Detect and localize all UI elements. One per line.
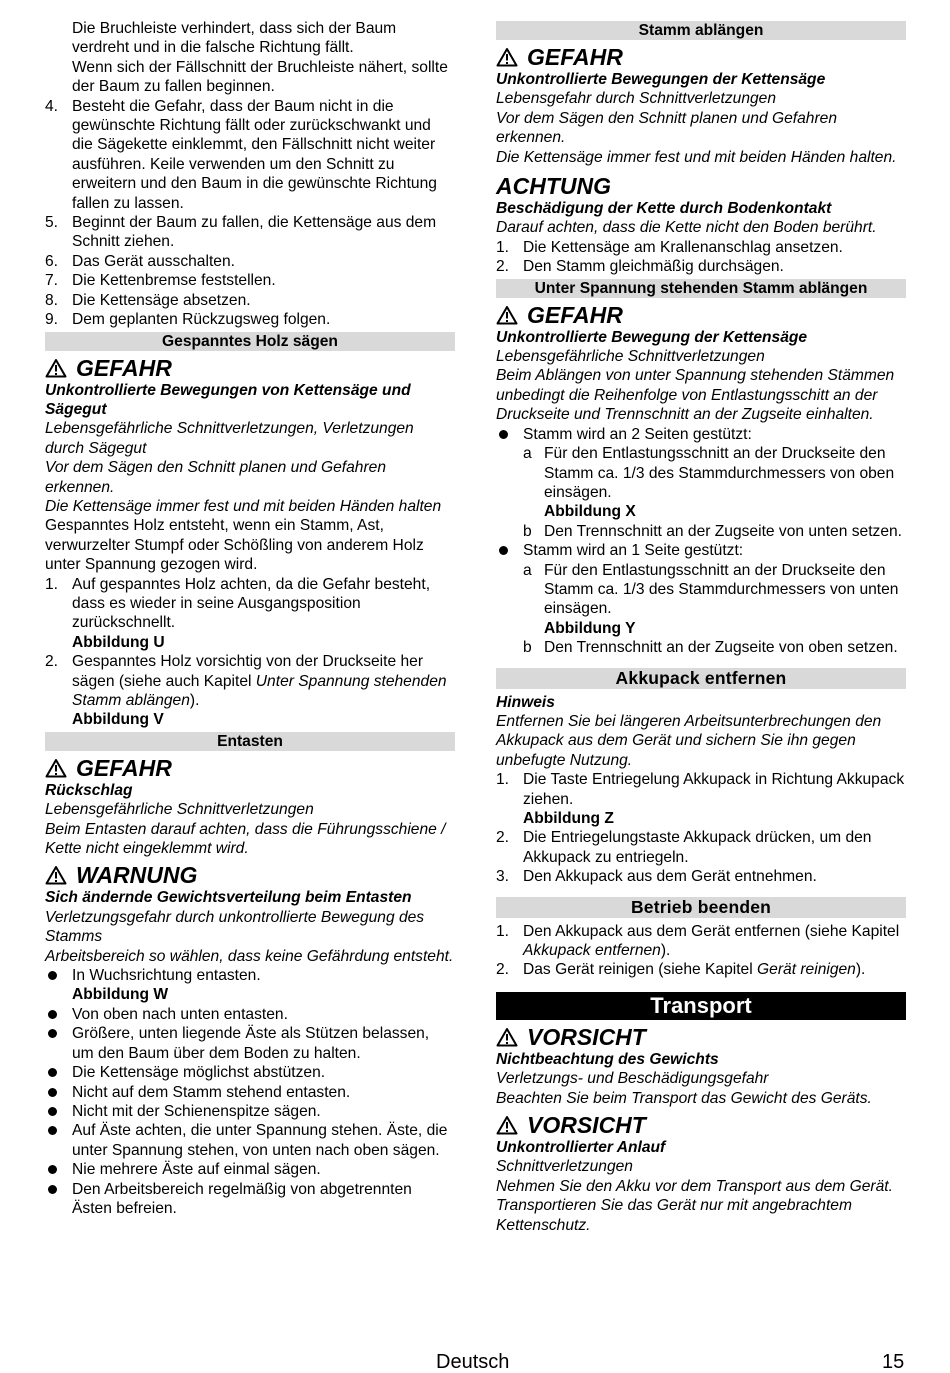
signal-word-warnung: WARNUNG xyxy=(45,862,455,888)
hazard-line: Verletzungs- und Beschädigungsgefahr xyxy=(496,1070,769,1088)
hazard-title: Unkontrollierte Bewegung der Kettensäge xyxy=(496,328,808,346)
figure-reference: Abbildung V xyxy=(72,711,164,729)
chapter-header-transport: Transport xyxy=(496,992,906,1020)
bullet-item: In Wuchsrichtung entasten. xyxy=(45,966,455,985)
warning-triangle-icon xyxy=(496,47,518,67)
hazard-line: Lebensgefährliche Schnittverletzungen xyxy=(496,348,765,366)
section-header-stamm-ablaengen: Stamm ablängen xyxy=(496,21,906,40)
section-header-entasten: Entasten xyxy=(45,732,455,751)
signal-word-gefahr: GEFAHR xyxy=(496,302,906,328)
hazard-line: Arbeitsbereich so wählen, dass keine Gefährdung entsteht. xyxy=(45,947,454,965)
chapter-reference: Unter Spannung stehenden Stamm ablängen xyxy=(72,672,447,709)
hazard-line: Beim Ablängen von unter Spannung stehenden Stämmen unbedingt die Reihenfolge von Entlastungsschitt an der Druckseite und Trennschnitt an der Zugseite einhalten. xyxy=(496,367,895,424)
signal-word-vorsicht: VORSICHT xyxy=(496,1024,906,1050)
hazard-title: Unkontrollierte Bewegungen von Kettensäge und Sägegut xyxy=(45,381,411,418)
hinweis-text: Entfernen Sie bei längeren Arbeitsunterbrechungen den Akkupack aus dem Gerät und sichern Sie ihn gegen unbefugte Nutzung. xyxy=(496,712,882,769)
hazard-line: Nehmen Sie den Akku vor dem Transport aus dem Gerät. xyxy=(496,1177,893,1195)
list-item: 2. Das Gerät reinigen (siehe Kapitel Gerät reinigen). xyxy=(496,961,866,979)
signal-word-vorsicht: VORSICHT xyxy=(496,1112,906,1138)
hazard-title: Sich ändernde Gewichtsverteilung beim Entasten xyxy=(45,889,412,907)
bullet-item: Stamm wird an 1 Seite gestützt: xyxy=(496,541,906,560)
signal-word-gefahr: GEFAHR xyxy=(45,355,455,381)
hazard-title: Beschädigung der Kette durch Bodenkontakt xyxy=(496,200,832,218)
list-item: 7. Die Kettenbremse feststellen. xyxy=(45,272,276,290)
bullet-item: Nicht auf dem Stamm stehend entasten. xyxy=(45,1083,455,1102)
figure-reference: Abbildung Z xyxy=(523,810,614,827)
section-header-betrieb-beenden: Betrieb beenden xyxy=(496,897,906,918)
intro-line: Die Bruchleiste verhindert, dass sich der Baum verdreht und in die falsche Richtung fällt. xyxy=(72,20,397,57)
bullet-item: Die Kettensäge möglichst abstützen. xyxy=(45,1063,455,1082)
figure-reference: Abbildung W xyxy=(72,986,169,1004)
warning-triangle-icon xyxy=(496,1115,518,1135)
hazard-line: Lebensgefährliche Schnittverletzungen, Verletzungen durch Sägegut xyxy=(45,420,414,457)
list-item: 8. Die Kettensäge absetzen. xyxy=(45,291,251,309)
hazard-title: Nichtbeachtung des Gewichts xyxy=(496,1050,719,1068)
hazard-line: Transportieren Sie das Gerät nur mit angebrachtem Kettenschutz. xyxy=(496,1197,852,1234)
list-item: 9. Dem geplanten Rückzugsweg folgen. xyxy=(45,311,331,329)
warning-triangle-icon xyxy=(45,865,67,885)
list-item: 4. Besteht die Gefahr, dass der Baum nicht in die gewünschte Richtung fällt oder zurückschwankt und die Sägekette einklemmt, den Fällschnitt nicht weiter ausführen. Keile verwenden um den Schnitt zu erweitern und den Baum in die gewünschte Richtung fallen zu lassen. xyxy=(45,97,437,212)
hazard-title: Unkontrollierter Anlauf xyxy=(496,1139,666,1157)
hazard-line: Darauf achten, dass die Kette nicht den Boden berührt. xyxy=(496,219,877,237)
figure-reference: Abbildung U xyxy=(72,633,165,651)
hazard-line: Die Kettensäge immer fest und mit beiden Händen halten. xyxy=(496,148,897,166)
footer-language: Deutsch xyxy=(436,1351,510,1373)
list-item: 6. Das Gerät ausschalten. xyxy=(45,252,235,270)
list-item: 1. Die Taste Entriegelung Akkupack in Richtung Akkupack ziehen. xyxy=(496,771,905,808)
list-item: 3. Den Akkupack aus dem Gerät entnehmen. xyxy=(496,868,817,886)
sub-item: a Für den Entlastungsschnitt an der Druckseite den Stamm ca. 1/3 des Stammdurchmessers von unten einsägen. xyxy=(523,561,899,618)
hazard-line: Die Kettensäge immer fest und mit beiden Händen halten xyxy=(45,497,442,515)
intro-line: Wenn sich der Fällschnitt der Bruchleiste nähert, sollte der Baum zu fallen beginnen. xyxy=(72,58,448,96)
signal-word-gefahr: GEFAHR xyxy=(45,755,455,781)
hazard-line: Beachten Sie beim Transport das Gewicht des Geräts. xyxy=(496,1089,872,1107)
section-header-gespanntes-holz: Gespanntes Holz sägen xyxy=(45,332,455,351)
warning-triangle-icon xyxy=(45,758,67,778)
bullet-item: Von oben nach unten entasten. xyxy=(45,1005,455,1024)
hazard-line: Schnittverletzungen xyxy=(496,1158,633,1176)
list-item: 5. Beginnt der Baum zu fallen, die Kettensäge aus dem Schnitt ziehen. xyxy=(45,214,437,251)
hazard-title: Unkontrollierte Bewegungen der Kettensäge xyxy=(496,71,826,88)
bullet-item: Nie mehrere Äste auf einmal sägen. xyxy=(45,1160,455,1179)
chapter-reference: Akkupack entfernen xyxy=(523,942,661,960)
sub-item: b Den Trennschnitt an der Zugseite von oben setzen. xyxy=(523,639,898,657)
hazard-line: Beim Entasten darauf achten, dass die Führungsschiene / Kette nicht eingeklemmt wird. xyxy=(45,820,446,858)
warning-triangle-icon xyxy=(45,358,67,378)
hazard-line: Lebensgefahr durch Schnittverletzungen xyxy=(496,90,777,108)
hinweis-title: Hinweis xyxy=(496,693,555,711)
page-number: 15 xyxy=(882,1351,905,1373)
warning-triangle-icon xyxy=(496,305,518,325)
hazard-line: Vor dem Sägen den Schnitt planen und Gefahren erkennen. xyxy=(45,459,386,496)
sub-item: b Den Trennschnitt an der Zugseite von unten setzen. xyxy=(523,522,903,540)
intro-block xyxy=(45,19,455,97)
warning-triangle-icon xyxy=(496,1027,518,1047)
section-header-akkupack-entfernen: Akkupack entfernen xyxy=(496,668,906,689)
figure-reference: Abbildung Y xyxy=(544,619,636,637)
hazard-title: Rückschlag xyxy=(45,781,133,799)
bullet-item: Größere, unten liegende Äste als Stützen belassen, um den Baum über dem Boden zu halten. xyxy=(45,1024,455,1063)
list-item: 1. Den Akkupack aus dem Gerät entfernen (siehe Kapitel Akkupack entfernen). xyxy=(496,922,900,960)
paragraph: Gespanntes Holz entsteht, wenn ein Stamm, Ast, verwurzelter Stumpf oder Schößling von anderem Holz unter Spannung gezogen wird. xyxy=(45,517,424,574)
figure-reference: Abbildung X xyxy=(544,503,636,521)
bullet-item: Stamm wird an 2 Seiten gestützt: xyxy=(496,425,906,444)
chapter-reference: Gerät reinigen xyxy=(757,961,856,979)
signal-word-achtung: ACHTUNG xyxy=(496,173,611,200)
left-column xyxy=(45,19,455,1218)
list-item: 1. Auf gespanntes Holz achten, da die Gefahr besteht, dass es wieder in seine Ausgangsposition zurückschnellt. xyxy=(45,575,431,632)
signal-word-gefahr: GEFAHR xyxy=(496,44,906,70)
list-item: 2. Die Entriegelungstaste Akkupack drücken, um den Akkupack zu entriegeln. xyxy=(496,829,872,866)
hazard-line: Vor dem Sägen den Schnitt planen und Gefahren erkennen. xyxy=(496,109,837,147)
list-item: 2. Gespanntes Holz vorsichtig von der Druckseite her sägen (siehe auch Kapitel Unter Spannung stehenden Stamm ablängen). xyxy=(45,653,447,709)
bullet-item: Nicht mit der Schienenspitze sägen. xyxy=(45,1102,455,1121)
right-column xyxy=(496,19,906,1235)
section-header-unter-spannung: Unter Spannung stehenden Stamm ablängen xyxy=(496,279,906,298)
bullet-item: Auf Äste achten, die unter Spannung stehen. Äste, die unter Spannung stehen, von unten nach oben sägen. xyxy=(45,1121,455,1160)
sub-item: a Für den Entlastungsschnitt an der Druckseite den Stamm ca. 1/3 des Stammdurchmessers von oben einsägen. xyxy=(523,445,895,501)
bullet-item: Den Arbeitsbereich regelmäßig von abgetrennten Ästen befreien. xyxy=(45,1180,455,1219)
hazard-line: Lebensgefährliche Schnittverletzungen xyxy=(45,801,314,819)
hazard-line: Verletzungsgefahr durch unkontrollierte Bewegung des Stamms xyxy=(45,908,425,946)
list-item: 2. Den Stamm gleichmäßig durchsägen. xyxy=(496,258,784,276)
list-item: 1. Die Kettensäge am Krallenanschlag ansetzen. xyxy=(496,238,843,256)
